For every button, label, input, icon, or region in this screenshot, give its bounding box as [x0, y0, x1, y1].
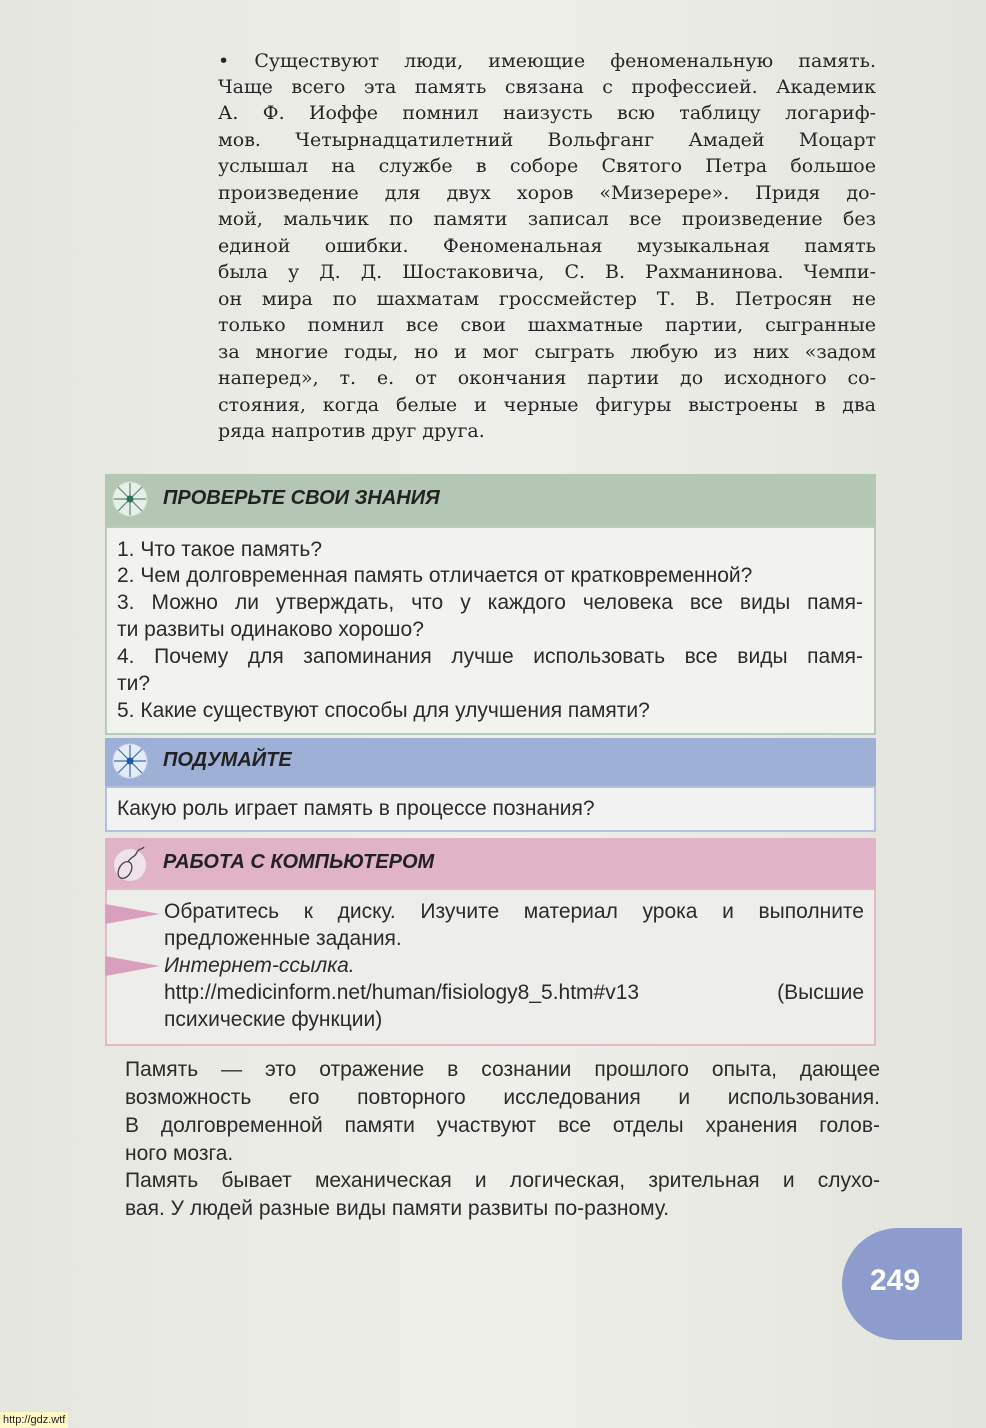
paragraph-line: • Существуют люди, имеющие феноменальную память.	[218, 50, 876, 72]
question: 3. Можно ли утверждать, что у каждого человека все виды памя-	[117, 591, 863, 614]
footer-link[interactable]: http://gdz.wtf	[0, 1412, 68, 1428]
page-number-badge	[842, 1228, 962, 1340]
summary-line: вая. У людей разные виды памяти развиты по-разному.	[125, 1197, 670, 1220]
computer-text: психические функции)	[164, 1008, 383, 1031]
summary-line: Память — это отражение в сознании прошлого опыта, дающее	[125, 1058, 880, 1081]
summary-line: Память бывает механическая и логическая, зрительная и слухо-	[125, 1169, 880, 1192]
question: ти развиты одинаково хорошо?	[117, 618, 424, 641]
summary-line: ного мозга.	[125, 1142, 234, 1165]
paragraph-line: услышал на службе в соборе Святого Петра большое	[218, 155, 876, 177]
paragraph-line: произведение для двух хоров «Мизерере». Придя до-	[218, 182, 876, 204]
page-number: 249	[870, 1264, 921, 1297]
question: ти?	[117, 672, 151, 695]
question: 1. Что такое память?	[117, 538, 323, 561]
star-burst-icon	[111, 742, 149, 780]
paragraph-line: была у Д. Д. Шостаковича, С. В. Рахманинова. Чемпи-	[218, 261, 876, 283]
question: 2. Чем долговременная память отличается от кратковременной?	[117, 564, 753, 587]
paragraph-line: наперед», т. е. от окончания партии до исходного со-	[218, 367, 876, 389]
paragraph-line: мов. Четырнадцатилетний Вольфганг Амадей Моцарт	[218, 129, 876, 151]
internet-link[interactable]: http://medicinform.net/human/fisiology8_5.htm#v13 (Высшие	[164, 981, 864, 1004]
paragraph-line: только помнил все свои шахматные партии, сыгранные	[218, 314, 876, 336]
computer-text: предложенные задания.	[164, 927, 402, 950]
computer-header	[105, 838, 876, 888]
paragraph-line: стояния, когда белые и черные фигуры выстроены в два	[218, 394, 876, 416]
paragraph-line: мой, мальчик по памяти записал все произведение без	[218, 208, 876, 230]
question: 4. Почему для запоминания лучше использовать все виды памя-	[117, 645, 863, 668]
computer-mouse-icon	[111, 844, 149, 882]
star-burst-icon	[111, 480, 149, 518]
computer-text: Обратитесь к диску. Изучите материал урока и выполните	[164, 900, 864, 923]
paragraph-line: ряда напротив друг друга.	[218, 420, 485, 442]
arrow-marker-icon	[105, 904, 160, 924]
paragraph-line: Чаще всего эта память связана с профессией. Академик	[218, 76, 876, 98]
think-header	[105, 738, 876, 786]
question: 5. Какие существуют способы для улучшения памяти?	[117, 699, 650, 722]
summary-line: В долговременной памяти участвуют все отделы хранения голов-	[125, 1114, 880, 1137]
summary-line: возможность его повторного исследования и использования.	[125, 1086, 880, 1109]
paragraph-line: он мира по шахматам гроссмейстер Т. В. Петросян не	[218, 288, 876, 310]
paragraph-line: за многие годы, но и мог сыграть любую из них «задом	[218, 341, 876, 363]
section-title: РАБОТА С КОМПЬЮТЕРОМ	[163, 851, 435, 873]
paragraph-line: А. Ф. Иоффе помнил наизусть всю таблицу логариф-	[218, 102, 876, 124]
check-knowledge-header	[105, 474, 876, 526]
section-title: ПРОВЕРЬТЕ СВОИ ЗНАНИЯ	[163, 487, 440, 509]
section-title: ПОДУМАЙТЕ	[163, 749, 292, 771]
think-question: Какую роль играет память в процессе познания?	[117, 797, 595, 820]
arrow-marker-icon	[105, 956, 160, 976]
internet-link-label: Интернет-ссылка.	[164, 954, 355, 977]
paragraph-line: единой ошибки. Феноменальная музыкальная память	[218, 235, 876, 257]
